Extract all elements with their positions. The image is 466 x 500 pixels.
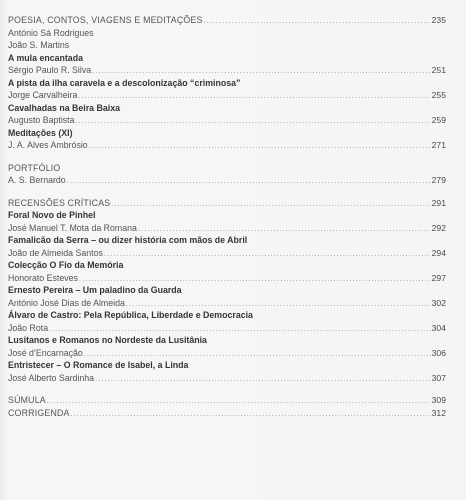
page-number: 292: [431, 222, 446, 233]
author-name: A. S. Bernardo: [8, 175, 66, 185]
entry-title: Lusitanos e Romanos no Nordeste da Lusitânia: [8, 335, 207, 345]
dot-leader: [204, 16, 431, 29]
author-name: Honorato Esteves: [8, 272, 78, 283]
author-name: António Sá Rodrigues: [8, 27, 94, 38]
entry-title: Álvaro de Castro: Pela República, Liberdade e Democracia: [8, 310, 253, 320]
toc-entry-author: [8, 64, 446, 77]
table-of-contents: [8, 14, 446, 419]
page-number: 279: [431, 175, 446, 185]
author-name: Sérgio Paulo R. Silva: [8, 65, 92, 75]
section-label: SÚMULA: [8, 395, 46, 405]
author-name: Augusto Baptista: [8, 115, 75, 125]
toc-entry-title[interactable]: [8, 52, 446, 65]
author-name: Jorge Carvalheira: [8, 90, 78, 100]
page-number: 235: [431, 15, 446, 25]
page-number: 304: [431, 322, 446, 333]
entry-title: Ernesto Pereira – Um paladino da Guarda: [8, 285, 182, 295]
page-number: 271: [431, 140, 446, 150]
toc-entry-author: [8, 114, 446, 127]
toc-entry-author: [8, 222, 446, 235]
toc-entry-author: [8, 247, 446, 260]
dot-leader: [89, 141, 431, 154]
author-name: José d’Encarnação: [8, 347, 83, 358]
page-number: 291: [431, 197, 446, 208]
section-label: PORTFÓLIO: [8, 162, 61, 173]
author-name: José Alberto Sardinha: [8, 372, 95, 383]
entry-title: Cavalhadas na Beira Baixa: [8, 102, 120, 113]
author-name: João de Almeida Santos: [8, 247, 103, 258]
page-number: 251: [431, 65, 446, 75]
page-number: 309: [431, 395, 446, 405]
toc-entry-author: [8, 139, 446, 152]
section-heading-recensoes[interactable]: [8, 197, 446, 210]
toc-entry-author: [8, 174, 446, 187]
page-number: 307: [431, 372, 446, 383]
entry-title: Colecção O Fio da Memória: [8, 260, 124, 270]
toc-entry-author: [8, 372, 446, 385]
dot-leader: [67, 176, 431, 189]
entry-title: A pista da ilha caravela e a descolonização “criminosa”: [8, 77, 241, 88]
author-name: António José Dias de Almeida: [8, 297, 125, 308]
section-label: POESIA, CONTOS, VIAGENS E MEDITAÇÕES: [8, 15, 203, 25]
section-label: CORRIGENDA: [8, 407, 70, 418]
entry-title: Famalicão da Serra – ou dizer história com mãos de Abril: [8, 235, 248, 245]
entry-title: Foral Novo de Pinhel: [8, 210, 96, 220]
page-number: 297: [431, 272, 446, 283]
section-label: RECENSÕES CRÍTICAS: [8, 197, 111, 208]
section-heading-corrigenda[interactable]: [8, 407, 446, 420]
dot-leader: [76, 116, 431, 129]
page-number: 306: [431, 347, 446, 358]
page-number: 259: [431, 115, 446, 125]
dot-leader: [104, 249, 431, 262]
dot-leader: [71, 409, 431, 422]
entry-title: Meditações (XI): [8, 127, 73, 138]
entry-title: A mula encantada: [8, 52, 83, 63]
dot-leader: [111, 199, 430, 212]
toc-entry-author: [8, 347, 446, 360]
section-heading-poesia[interactable]: [8, 14, 446, 27]
dot-leader: [47, 396, 431, 409]
section-heading-portfolio[interactable]: [8, 162, 446, 175]
page-number: 255: [431, 90, 446, 100]
author-name: J. A. Alves Ambrósio: [8, 140, 88, 150]
author-name: João Rota: [8, 322, 49, 333]
toc-entry-author: [8, 297, 446, 310]
section-heading-sumula[interactable]: [8, 394, 446, 407]
author-line: [8, 39, 446, 52]
toc-entry-author: [8, 322, 446, 335]
page-number: 294: [431, 247, 446, 258]
toc-entry-author: [8, 89, 446, 102]
dot-leader: [78, 91, 430, 104]
author-name: João S. Martins: [8, 40, 70, 50]
page-number: 302: [431, 297, 446, 308]
dot-leader: [95, 374, 431, 387]
author-name: José Manuel T. Mota da Romana: [8, 222, 137, 233]
toc-entry-author: [8, 272, 446, 285]
page-number: 312: [431, 407, 446, 418]
entry-title: Entristecer – O Romance de Isabel, a Linda: [8, 360, 189, 370]
